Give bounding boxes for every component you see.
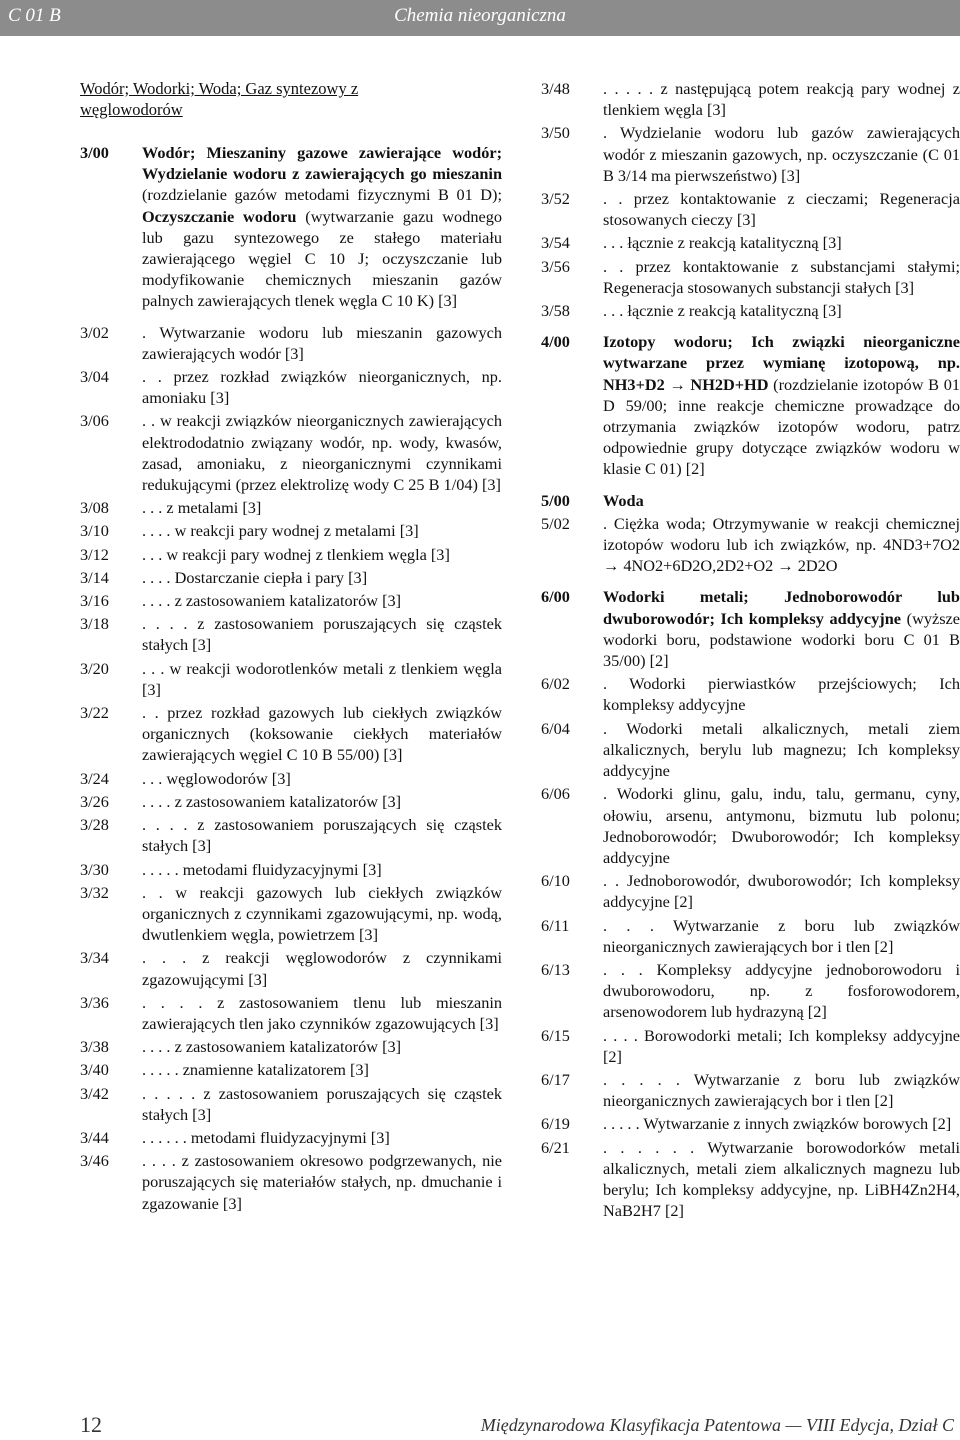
description-text: z następującą potem reakcją pary wodnej z tlenkiem węgla [3] xyxy=(603,79,960,120)
class-description xyxy=(142,1036,502,1057)
class-code: 3/18 xyxy=(80,614,109,634)
class-description xyxy=(142,366,502,408)
class-code: 3/42 xyxy=(80,1083,109,1103)
description-text: łącznie z reakcją katalityczną [3] xyxy=(627,301,842,321)
class-entry xyxy=(541,1137,960,1222)
indent-dots: . . . xyxy=(603,959,657,979)
description-text: z zastosowaniem katalizatorów [3] xyxy=(174,1037,402,1057)
class-description xyxy=(603,959,960,1023)
class-description xyxy=(603,188,960,230)
class-description xyxy=(142,520,502,541)
footer-publication: Międzynarodowa Klasyfikacja Patentowa — VIII Edycja, Dział C xyxy=(480,1415,954,1435)
indent-dots: . xyxy=(142,322,160,342)
class-entry xyxy=(541,1025,960,1067)
class-description xyxy=(142,947,502,989)
class-entry xyxy=(541,586,960,671)
class-description xyxy=(603,718,960,782)
indent-dots: . . . . xyxy=(142,1151,182,1171)
main-group-title: Izotopy wodoru; Ich związki nieorganiczne wytwarzane przez wymianę izotopową, np. NH3+D2 → NH2D+HD xyxy=(603,332,960,394)
class-description xyxy=(603,586,960,671)
class-entry xyxy=(80,859,502,880)
description-text: Wodorki metali alkalicznych, metali ziem alkalicznych, berylu lub magnezu; Ich kompleksy addycyjne xyxy=(603,718,960,781)
class-code: 3/12 xyxy=(80,544,109,564)
class-code: 3/00 xyxy=(80,143,109,162)
class-description xyxy=(603,122,960,186)
class-code: 6/06 xyxy=(541,784,570,804)
description-text: Wytwarzanie z innych związków borowych [2] xyxy=(643,1114,952,1134)
indent-dots: . xyxy=(603,513,614,533)
description-text: Wytwarzanie wodoru lub mieszanin gazowych zawierających wodór [3] xyxy=(142,322,502,363)
indent-dots: . . . . xyxy=(142,614,198,634)
class-entry xyxy=(80,366,502,408)
class-code: 3/04 xyxy=(80,367,109,387)
class-description xyxy=(603,300,960,321)
class-entry xyxy=(541,783,960,868)
class-code: 3/56 xyxy=(541,256,570,276)
class-code: 3/32 xyxy=(80,882,109,902)
class-code: 6/10 xyxy=(541,871,570,891)
class-code: 5/02 xyxy=(541,513,570,533)
class-entry xyxy=(80,520,502,541)
description-text: Wytwarzanie z boru lub związków nieorganicznych zawierających bor i tlen [2] xyxy=(603,915,960,956)
class-entry xyxy=(80,1150,502,1214)
class-code: 3/40 xyxy=(80,1060,109,1080)
class-code: 5/00 xyxy=(541,490,570,510)
class-description xyxy=(142,1150,502,1214)
indent-dots: . . . . xyxy=(142,815,198,835)
class-code: 3/46 xyxy=(80,1151,109,1171)
class-description xyxy=(142,590,502,611)
class-code: 4/00 xyxy=(541,332,570,352)
description-text: z zastosowaniem poruszających się cząstek stałych [3] xyxy=(142,614,502,655)
indent-dots: . . xyxy=(142,411,160,431)
indent-dots: . . . . . xyxy=(603,79,661,98)
class-code: 6/21 xyxy=(541,1137,570,1157)
indent-dots: . . xyxy=(603,256,636,276)
description-text: (wyższe wodorki boru, podstawione wodorki boru C 01 B 35/00) [2] xyxy=(603,608,960,671)
class-description xyxy=(603,256,960,298)
indent-dots: . . xyxy=(142,882,176,902)
indent-dots: . . xyxy=(603,871,628,891)
class-entry xyxy=(541,188,960,230)
section-title: Wodór; Wodorki; Woda; Gaz syntezowy z węglowodorów xyxy=(80,79,359,119)
description-text: (wytwarzanie gazu wodnego lub gazu syntezowego ze stałego materiału zawierającego węgiel C 10 J; oczyszczanie lub modyfikowanie chemicznych mieszanin gazów palnych zawierających tlenek węgla C 10 K) [3] xyxy=(142,206,502,311)
class-code: 6/00 xyxy=(541,587,570,607)
description-text: Wytwarzanie borowodorków metali alkalicznych, metali ziem alkalicznych magnezu lub berylu; Ich kompleksy addycyjne, np. LiBH4Zn2H4, NaB2H7 [2] xyxy=(603,1137,960,1221)
description-text: metodami fluidyzacyjnymi [3] xyxy=(190,1127,390,1147)
description-text: w reakcji związków nieorganicznych zawierających elektrododatnio związany wodór, np. wody, kwasów, zasad, amoniaku, z nieorganicznymi czynnikami redukującymi (przez elektrolizę wody C 25 B 1/04) [3] xyxy=(142,411,502,495)
class-code: 3/48 xyxy=(541,79,570,98)
indent-dots: . . . . . xyxy=(603,1114,644,1134)
description-text: Ciężka woda; Otrzymywanie w reakcji chemicznej izotopów wodoru lub ich związków, np. 4ND3+7O2 → 4NO2+6D2O,2D2+O2 → 2D2O xyxy=(603,513,960,576)
class-code: 3/38 xyxy=(80,1037,109,1057)
indent-dots: . . . xyxy=(603,301,628,321)
class-code: 3/26 xyxy=(80,791,109,811)
page-number: 12 xyxy=(80,1412,102,1437)
indent-dots: . . . . xyxy=(142,567,175,587)
class-entry xyxy=(541,300,960,321)
class-code: 6/04 xyxy=(541,718,570,738)
indent-dots: . . . . xyxy=(142,521,175,541)
indent-dots: . . . xyxy=(142,768,167,788)
class-code: 3/34 xyxy=(80,948,109,968)
class-description xyxy=(603,783,960,868)
class-description xyxy=(142,1083,502,1125)
class-entry xyxy=(80,658,502,700)
description-text: z reakcji węglowodorów z czynnikami zgazowującymi [3] xyxy=(142,948,503,989)
indent-dots: . . . . xyxy=(142,591,175,611)
class-entry xyxy=(541,232,960,253)
class-entry xyxy=(541,513,960,577)
indent-dots: . . . xyxy=(603,233,628,253)
class-entry xyxy=(541,718,960,782)
indent-dots: . . . xyxy=(142,948,203,968)
indent-dots: . . . . . xyxy=(603,1069,694,1089)
class-entry xyxy=(80,590,502,611)
class-entry xyxy=(541,331,960,479)
indent-dots: . xyxy=(603,718,627,738)
description-text: z zastosowaniem okresowo podgrzewanych, nie poruszających się materiałów stałych, np. dmuchanie i zgazowanie [3] xyxy=(142,1151,502,1213)
class-entry xyxy=(80,544,502,565)
description-text: metodami fluidyzacyjnymi [3] xyxy=(182,859,382,879)
class-entry xyxy=(80,814,502,856)
class-code: 3/22 xyxy=(80,703,109,723)
indent-dots: . . . . . . xyxy=(142,1127,191,1147)
class-entry xyxy=(80,992,502,1034)
class-code: 6/15 xyxy=(541,1025,570,1045)
class-entry xyxy=(80,947,502,989)
class-code: 3/14 xyxy=(80,567,109,587)
description-text: w reakcji wodorotlenków metali z tlenkiem węgla [3] xyxy=(142,658,503,699)
class-description xyxy=(603,1113,960,1134)
description-bold: Oczyszczanie wodoru xyxy=(142,206,297,226)
class-entry xyxy=(541,673,960,715)
indent-dots: . . . . . xyxy=(142,1060,183,1080)
class-description xyxy=(142,544,502,565)
class-entry xyxy=(541,490,960,511)
class-code: 3/24 xyxy=(80,768,109,788)
class-entry xyxy=(541,78,960,120)
class-entry xyxy=(80,322,502,364)
class-description xyxy=(142,1127,502,1148)
class-description xyxy=(142,613,502,655)
class-entry xyxy=(541,256,960,298)
header-class-code: C 01 B xyxy=(8,5,61,26)
indent-dots: . xyxy=(603,674,630,694)
main-group-title: Woda xyxy=(603,490,644,510)
class-description xyxy=(142,768,502,789)
description-text: węglowodorów [3] xyxy=(166,768,291,788)
class-description xyxy=(603,915,960,957)
indent-dots: . . . xyxy=(142,544,167,564)
class-description xyxy=(603,1025,960,1067)
class-description xyxy=(603,1069,960,1111)
class-entry xyxy=(80,1083,502,1125)
header-title: Chemia nieorganiczna xyxy=(394,5,566,26)
class-description xyxy=(142,410,502,495)
description-text: w reakcji pary wodnej z tlenkiem węgla [3] xyxy=(166,544,450,564)
class-description xyxy=(603,870,960,912)
class-entry xyxy=(80,768,502,789)
indent-dots: . . . . xyxy=(142,791,175,811)
class-code: 3/54 xyxy=(541,233,570,253)
indent-dots: . . . xyxy=(603,915,673,935)
class-code: 3/16 xyxy=(80,591,109,611)
description-text: z zastosowaniem poruszających się cząstek stałych [3] xyxy=(142,815,502,856)
right-column xyxy=(541,78,960,1223)
description-text: z zastosowaniem poruszających się cząstek stałych [3] xyxy=(142,1083,502,1124)
indent-dots: . . . . xyxy=(142,1037,175,1057)
class-description xyxy=(142,882,502,946)
class-code: 3/50 xyxy=(541,123,570,143)
class-description xyxy=(142,791,502,812)
class-entry xyxy=(541,915,960,957)
description-text: (rozdzielanie izotopów B 01 D 59/00; inne reakcje chemiczne prowadzące do otrzymania związków izotopów wodoru, patrz odpowiednie grupy dotyczące związków wodoru w klasie C 01) [2] xyxy=(603,374,960,479)
class-entry xyxy=(80,1127,502,1148)
description-text: (rozdzielanie gazów metodami fizycznymi B 01 D); xyxy=(142,185,502,205)
class-code: 6/19 xyxy=(541,1114,570,1134)
class-entry xyxy=(80,410,502,495)
class-description xyxy=(603,490,960,511)
description-text: znamienne katalizatorem [3] xyxy=(182,1060,369,1080)
class-entry xyxy=(80,497,502,518)
description-text: przez rozkład gazowych lub ciekłych związków organicznych (koksowanie ciekłych materiałów zawierających węgiel C 10 B 55/00) [3] xyxy=(142,703,503,765)
indent-dots: . . . . . xyxy=(142,1083,204,1103)
class-description xyxy=(603,78,960,120)
class-description xyxy=(142,322,502,364)
class-description xyxy=(603,331,960,479)
class-code: 3/06 xyxy=(80,411,109,431)
class-code: 3/52 xyxy=(541,189,570,209)
class-code: 6/11 xyxy=(541,915,570,935)
class-entry xyxy=(80,567,502,588)
main-group-title: Wodorki metali; Jednoborowodór lub dwuborowodór; Ich kompleksy addycyjne xyxy=(603,587,960,628)
class-description xyxy=(142,702,502,766)
class-entry xyxy=(80,791,502,812)
class-code: 3/08 xyxy=(80,498,109,518)
class-entry xyxy=(80,1036,502,1057)
class-entry xyxy=(80,142,502,312)
indent-dots: . . . xyxy=(142,498,167,518)
indent-dots: . xyxy=(603,784,617,804)
class-code: 3/28 xyxy=(80,815,109,835)
class-entry xyxy=(541,1069,960,1111)
indent-dots: . . . . xyxy=(603,1025,645,1045)
class-description xyxy=(603,673,960,715)
class-code: 6/17 xyxy=(541,1069,570,1089)
class-description xyxy=(603,232,960,253)
class-entry xyxy=(80,613,502,655)
class-code: 3/20 xyxy=(80,658,109,678)
class-description xyxy=(142,567,502,588)
left-column xyxy=(80,142,502,1216)
class-entry xyxy=(80,1059,502,1080)
class-entry xyxy=(80,882,502,946)
description-text: Wodorki pierwiastków przejściowych; Ich kompleksy addycyjne xyxy=(603,674,960,715)
description-text: Kompleksy addycyjne jednoborowodoru i dwuborowodoru, np. z fosforowodorem, arsenowodorem lub hydrazyną [2] xyxy=(603,959,960,1022)
description-text: w reakcji pary wodnej z metalami [3] xyxy=(174,521,419,541)
class-code: 3/36 xyxy=(80,992,109,1012)
description-text: Wydzielanie wodoru lub gazów zawierających wodór z mieszanin gazowych, np. oczyszczanie (C 01 B 3/14 ma pierwszeństwo) [3] xyxy=(603,123,960,185)
class-entry xyxy=(541,1113,960,1134)
description-text: z metalami [3] xyxy=(166,498,262,518)
class-code: 3/58 xyxy=(541,301,570,321)
description-text: łącznie z reakcją katalityczną [3] xyxy=(627,233,842,253)
indent-dots: . . . . . xyxy=(142,859,183,879)
class-code: 6/13 xyxy=(541,959,570,979)
class-entry xyxy=(541,959,960,1023)
class-description xyxy=(603,513,960,577)
description-text: Wodorki glinu, galu, indu, talu, germanu, cyny, ołowiu, arsenu, antymonu, bizmutu lub polonu; Jednoborowodór; Dwuborowodór; Ich kompleksy addycyjne xyxy=(603,784,960,867)
indent-dots: . xyxy=(603,123,620,143)
main-group-title: Wodór; Mieszaniny gazowe zawierające wodór; Wydzielanie wodoru z zawierających go mieszanin xyxy=(142,143,502,184)
class-entry xyxy=(541,870,960,912)
description-text: Borowodorki metali; Ich kompleksy addycyjne [2] xyxy=(603,1025,960,1066)
class-code: 6/02 xyxy=(541,674,570,694)
class-entry xyxy=(541,122,960,186)
indent-dots: . . xyxy=(603,189,634,209)
page-header xyxy=(0,0,960,36)
class-code: 3/10 xyxy=(80,521,109,541)
description-text: przez rozkład związków nieorganicznych, np. amoniaku [3] xyxy=(142,367,502,408)
indent-dots: . . xyxy=(142,703,168,723)
indent-dots: . . . xyxy=(142,658,170,678)
class-description xyxy=(603,1137,960,1222)
class-code: 3/02 xyxy=(80,322,109,342)
description-text: z zastosowaniem katalizatorów [3] xyxy=(174,791,402,811)
description-text: przez kontaktowanie z cieczami; Regeneracja stosowanych cieczy [3] xyxy=(603,189,960,230)
class-description xyxy=(142,992,502,1034)
description-text: przez kontaktowanie z substancjami stałymi; Regeneracja stosowanych substancji stałych [3] xyxy=(603,256,960,297)
class-description xyxy=(142,658,502,700)
class-description xyxy=(142,1059,502,1080)
class-description xyxy=(142,859,502,880)
class-code: 3/44 xyxy=(80,1127,109,1147)
indent-dots: . . xyxy=(142,367,174,387)
class-description xyxy=(142,497,502,518)
description-text: Jednoborowodór, dwuborowodór; Ich kompleksy addycyjne [2] xyxy=(603,871,960,912)
indent-dots: . . . . . . xyxy=(603,1137,708,1157)
description-text: w reakcji gazowych lub ciekłych związków organicznych z czynnikami zgazowującymi, np. wodą, dwutlenkiem węgla, powietrzem [3] xyxy=(142,882,502,945)
description-text: z zastosowaniem katalizatorów [3] xyxy=(174,591,402,611)
class-entry xyxy=(80,702,502,766)
class-description xyxy=(142,814,502,856)
description-text: Wytwarzanie z boru lub związków nieorganicznych zawierających bor i tlen [2] xyxy=(603,1069,960,1111)
description-text: Dostarczanie ciepła i pary [3] xyxy=(174,567,368,587)
class-description xyxy=(142,142,502,312)
class-code: 3/30 xyxy=(80,859,109,879)
indent-dots: . . . . xyxy=(142,992,218,1012)
description-text: z zastosowaniem tlenu lub mieszanin zawierających tlen jako czynników zgazowujących [3] xyxy=(142,992,502,1033)
